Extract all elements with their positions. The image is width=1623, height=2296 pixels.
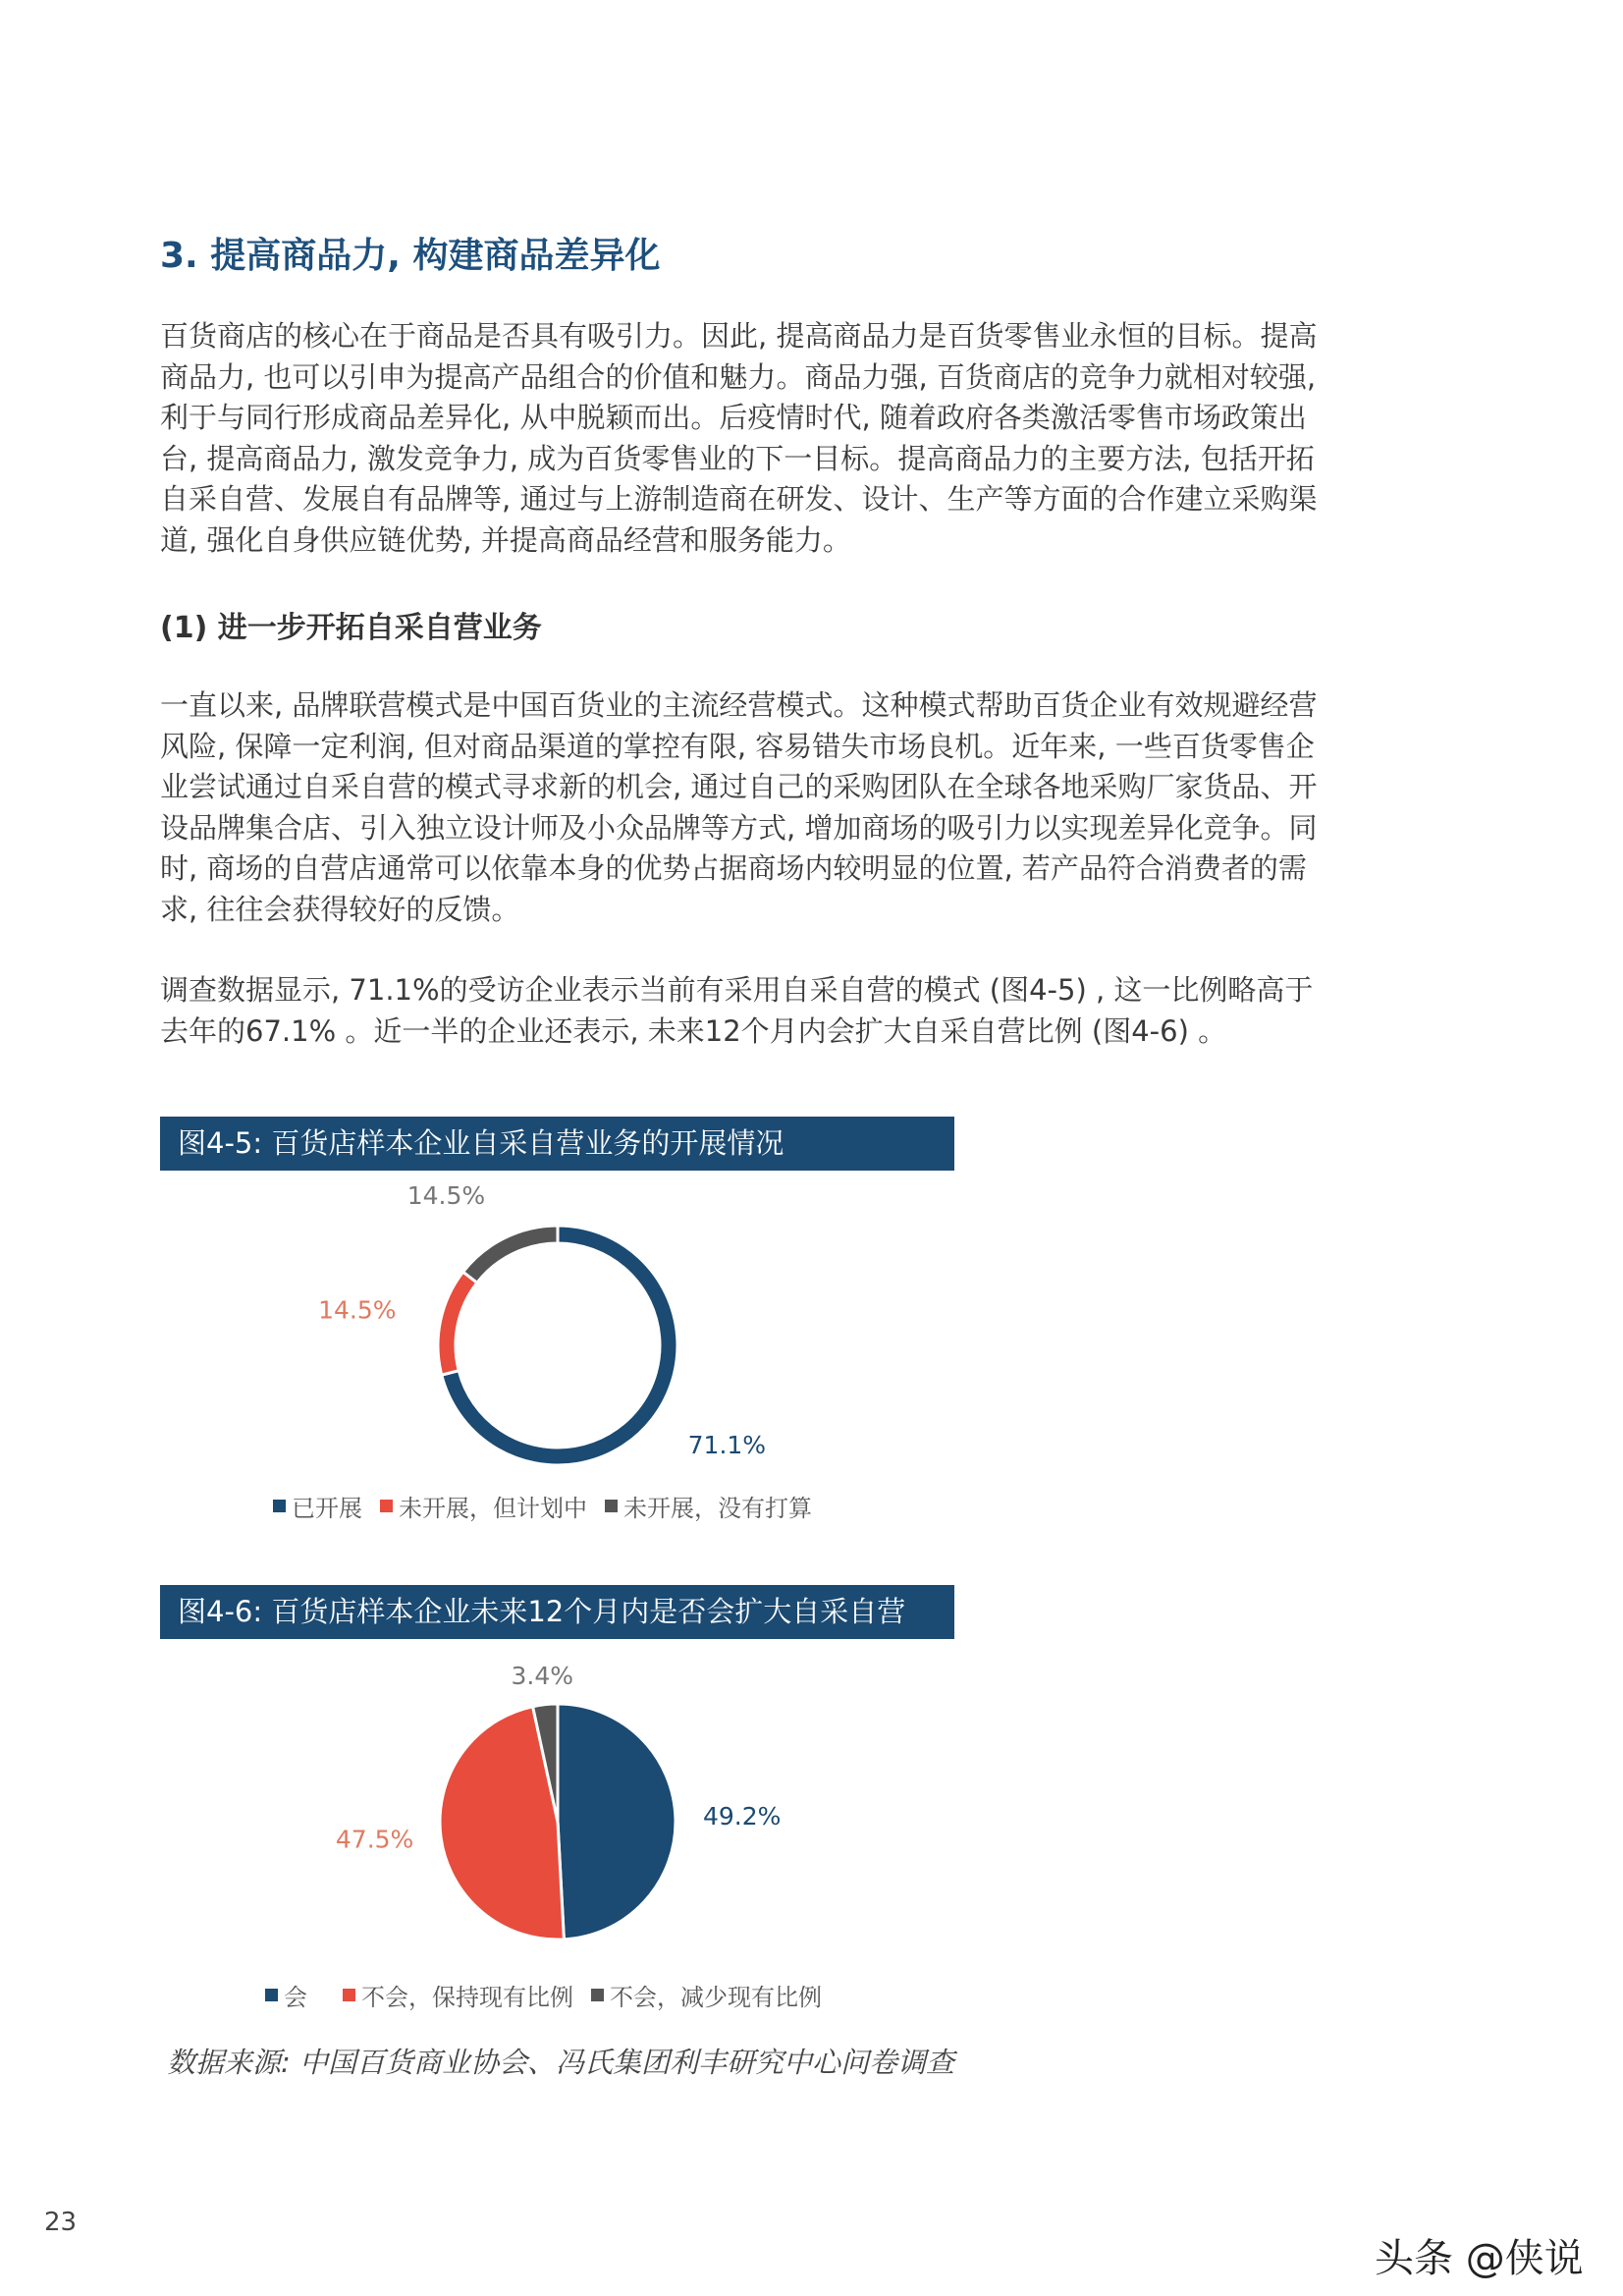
- legend-label: 不会，减少现有比例: [610, 1984, 822, 2011]
- figure-4-6-legend: [265, 1978, 839, 2012]
- data-label: 47.5%: [335, 1825, 414, 1854]
- data-label: 3.4%: [511, 1661, 573, 1690]
- pie-slice: [438, 1272, 477, 1375]
- data-label: 14.5%: [318, 1295, 397, 1325]
- data-source-note: 数据来源: 中国百货商业协会、冯氏集团利丰研究中心问卷调查: [167, 2046, 954, 2079]
- legend-swatch: [380, 1500, 393, 1512]
- section-title: 3. 提高商品力, 构建商品差异化: [160, 236, 661, 276]
- legend-swatch: [591, 1989, 604, 2001]
- data-label: 71.1%: [687, 1431, 767, 1460]
- legend-item: [591, 1978, 822, 2012]
- paragraph-intro: 百货商店的核心在于商品是否具有吸引力。因此, 提高商品力是百货零售业永恒的目标。提高商品力, 也可以引申为提高产品组合的价值和魅力。商品力强, 百货商店的竞争力就相对较强, 利于与同行形成商品差异化, 从中脱颖而出。后疫情时代, 随着政府各类激活零售市场政策出台, 提高商品力, 激发竞争力, 成为百货零售业的下一目标。提高商品力的主要方法, 包括开拓自采自营、发展自有品牌等, 通过与上游制造商在研发、设计、生产等方面的合作建立采购渠道, 强化自身供应链优势, 并提高商品经营和服务能力。: [160, 319, 1318, 557]
- legend-label: 会: [284, 1984, 307, 2011]
- pie-slice: [558, 1704, 676, 1940]
- figure-4-5-title: 图4-5: 百货店样本企业自采自营业务的开展情况: [160, 1117, 954, 1171]
- paragraph-joint-operation: 一直以来, 品牌联营模式是中国百货业的主流经营模式。这种模式帮助百货企业有效规避经营风险, 保障一定利润, 但对商品渠道的掌控有限, 容易错失市场良机。近年来, 一些百货零售企业尝试通过自采自营的模式寻求新的机会, 通过自己的采购团队在全球各地采购厂家货品、开设品牌集合店、引入独立设计师及小众品牌等方式, 增加商场的吸引力以实现差异化竞争。同时, 商场的自营店通常可以依靠本身的优势占据商场内较明显的位置, 若产品符合消费者的需求, 往往会获得较好的反馈。: [160, 688, 1318, 926]
- data-label: 49.2%: [702, 1802, 782, 1831]
- page-number: 23: [44, 2208, 78, 2237]
- legend-swatch: [605, 1500, 618, 1512]
- watermark: 头条 @侠说: [1375, 2236, 1584, 2281]
- legend-label: 不会，保持现有比例: [361, 1984, 573, 2011]
- legend-label: 已开展: [292, 1495, 362, 1522]
- legend-swatch: [273, 1500, 286, 1512]
- data-label: 14.5%: [406, 1181, 486, 1211]
- legend-item: [380, 1489, 587, 1523]
- subsection-title: (1) 进一步开拓自采自营业务: [160, 611, 542, 645]
- pie-slice: [463, 1226, 558, 1283]
- figure-4-5-legend: [273, 1489, 830, 1523]
- legend-item: [605, 1489, 812, 1523]
- legend-label: 未开展，但计划中: [399, 1495, 587, 1522]
- legend-swatch: [343, 1989, 355, 2001]
- paragraph-survey-data: 调查数据显示, 71.1%的受访企业表示当前有采用自采自营的模式 (图4-5) , 这一比例略高于去年的67.1% 。近一半的企业还表示, 未来12个月内会扩大自采自营比例 (图4-6) 。: [160, 973, 1314, 1048]
- legend-item: [273, 1489, 362, 1523]
- legend-swatch: [265, 1989, 278, 2001]
- figure-4-6-title: 图4-6: 百货店样本企业未来12个月内是否会扩大自采自营: [160, 1585, 954, 1639]
- legend-label: 未开展，没有打算: [623, 1495, 812, 1522]
- legend-item: [265, 1978, 307, 2012]
- legend-item: [343, 1978, 573, 2012]
- figure-4-6-pie-chart: [0, 1660, 1623, 2013]
